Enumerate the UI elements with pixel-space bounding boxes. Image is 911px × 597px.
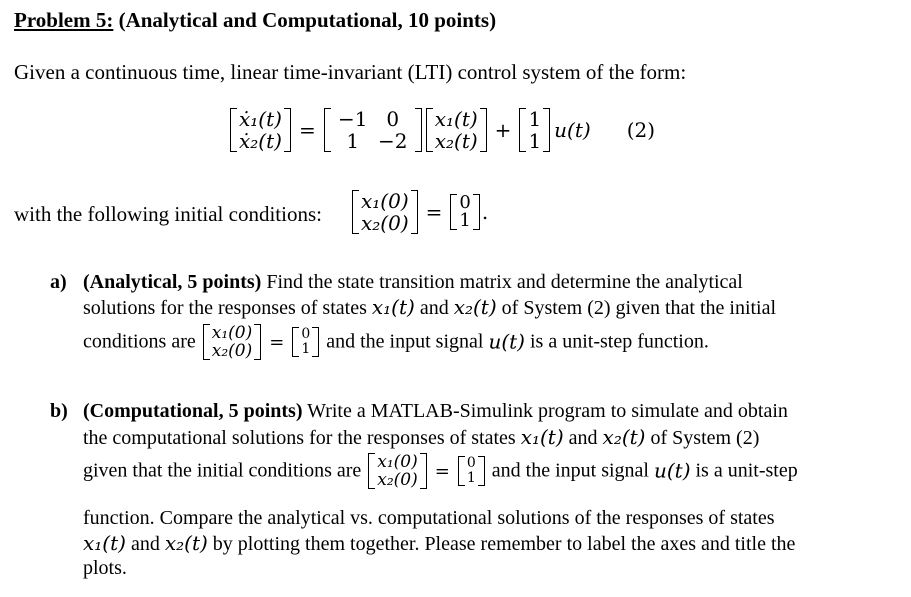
part-b-line-4: function. Compare the analytical vs. computational solutions of the responses of states xyxy=(83,507,775,529)
equation-number: (2) xyxy=(626,118,656,142)
state-derivative-vector: ẋ₁(t) ẋ₂(t) xyxy=(230,108,291,152)
part-b-label: b) xyxy=(50,400,68,422)
state-vector: x₁(t) x₂(t) xyxy=(426,108,487,152)
part-a-line-2: solutions for the responses of states x₁(t) and x₂(t) of System (2) given that the initial xyxy=(83,295,777,319)
initial-conditions-equation: x₁(0) x₂(0) = 0 1 . xyxy=(350,190,494,234)
part-b-line-3: given that the initial conditions are x₁(0) x₂(0) = 0 1 and the input signal u(t) is a unit-step xyxy=(83,452,798,490)
problem-title xyxy=(14,8,496,33)
part-a-label: a) xyxy=(50,271,67,293)
matrix-a: −1 0 1 −2 xyxy=(324,108,422,152)
problem-subtitle: (Analytical and Computational, 10 points) xyxy=(113,8,497,32)
part-a-line-1: (Analytical, 5 points) Find the state transition matrix and determine the analytical xyxy=(83,271,743,293)
initial-conditions-text: with the following initial conditions: xyxy=(14,202,322,226)
input-signal: u(t) xyxy=(554,118,591,142)
matrix-b: 1 1 xyxy=(519,108,550,152)
part-b-line-5: x₁(t) and x₂(t) by plotting them together. Please remember to label the axes and title the xyxy=(83,531,796,555)
part-a-line-3: conditions are x₁(0) x₂(0) = 0 1 and the input signal u(t) is a unit-step function. xyxy=(83,323,709,361)
intro-text: Given a continuous time, linear time-invariant (LTI) control system of the form: xyxy=(14,60,687,84)
part-b-line-1: (Computational, 5 points) Write a MATLAB-Simulink program to simulate and obtain xyxy=(83,400,788,422)
state-equation: ẋ₁(t) ẋ₂(t) = −1 0 1 −2 x₁(t) x₂(t) + 1 1 u(t) (2) xyxy=(228,108,655,152)
problem-label: Problem 5: xyxy=(14,8,114,32)
part-b-line-6: plots. xyxy=(83,557,127,579)
part-b-line-2: the computational solutions for the responses of states x₁(t) and x₂(t) of System (2) xyxy=(83,425,760,449)
